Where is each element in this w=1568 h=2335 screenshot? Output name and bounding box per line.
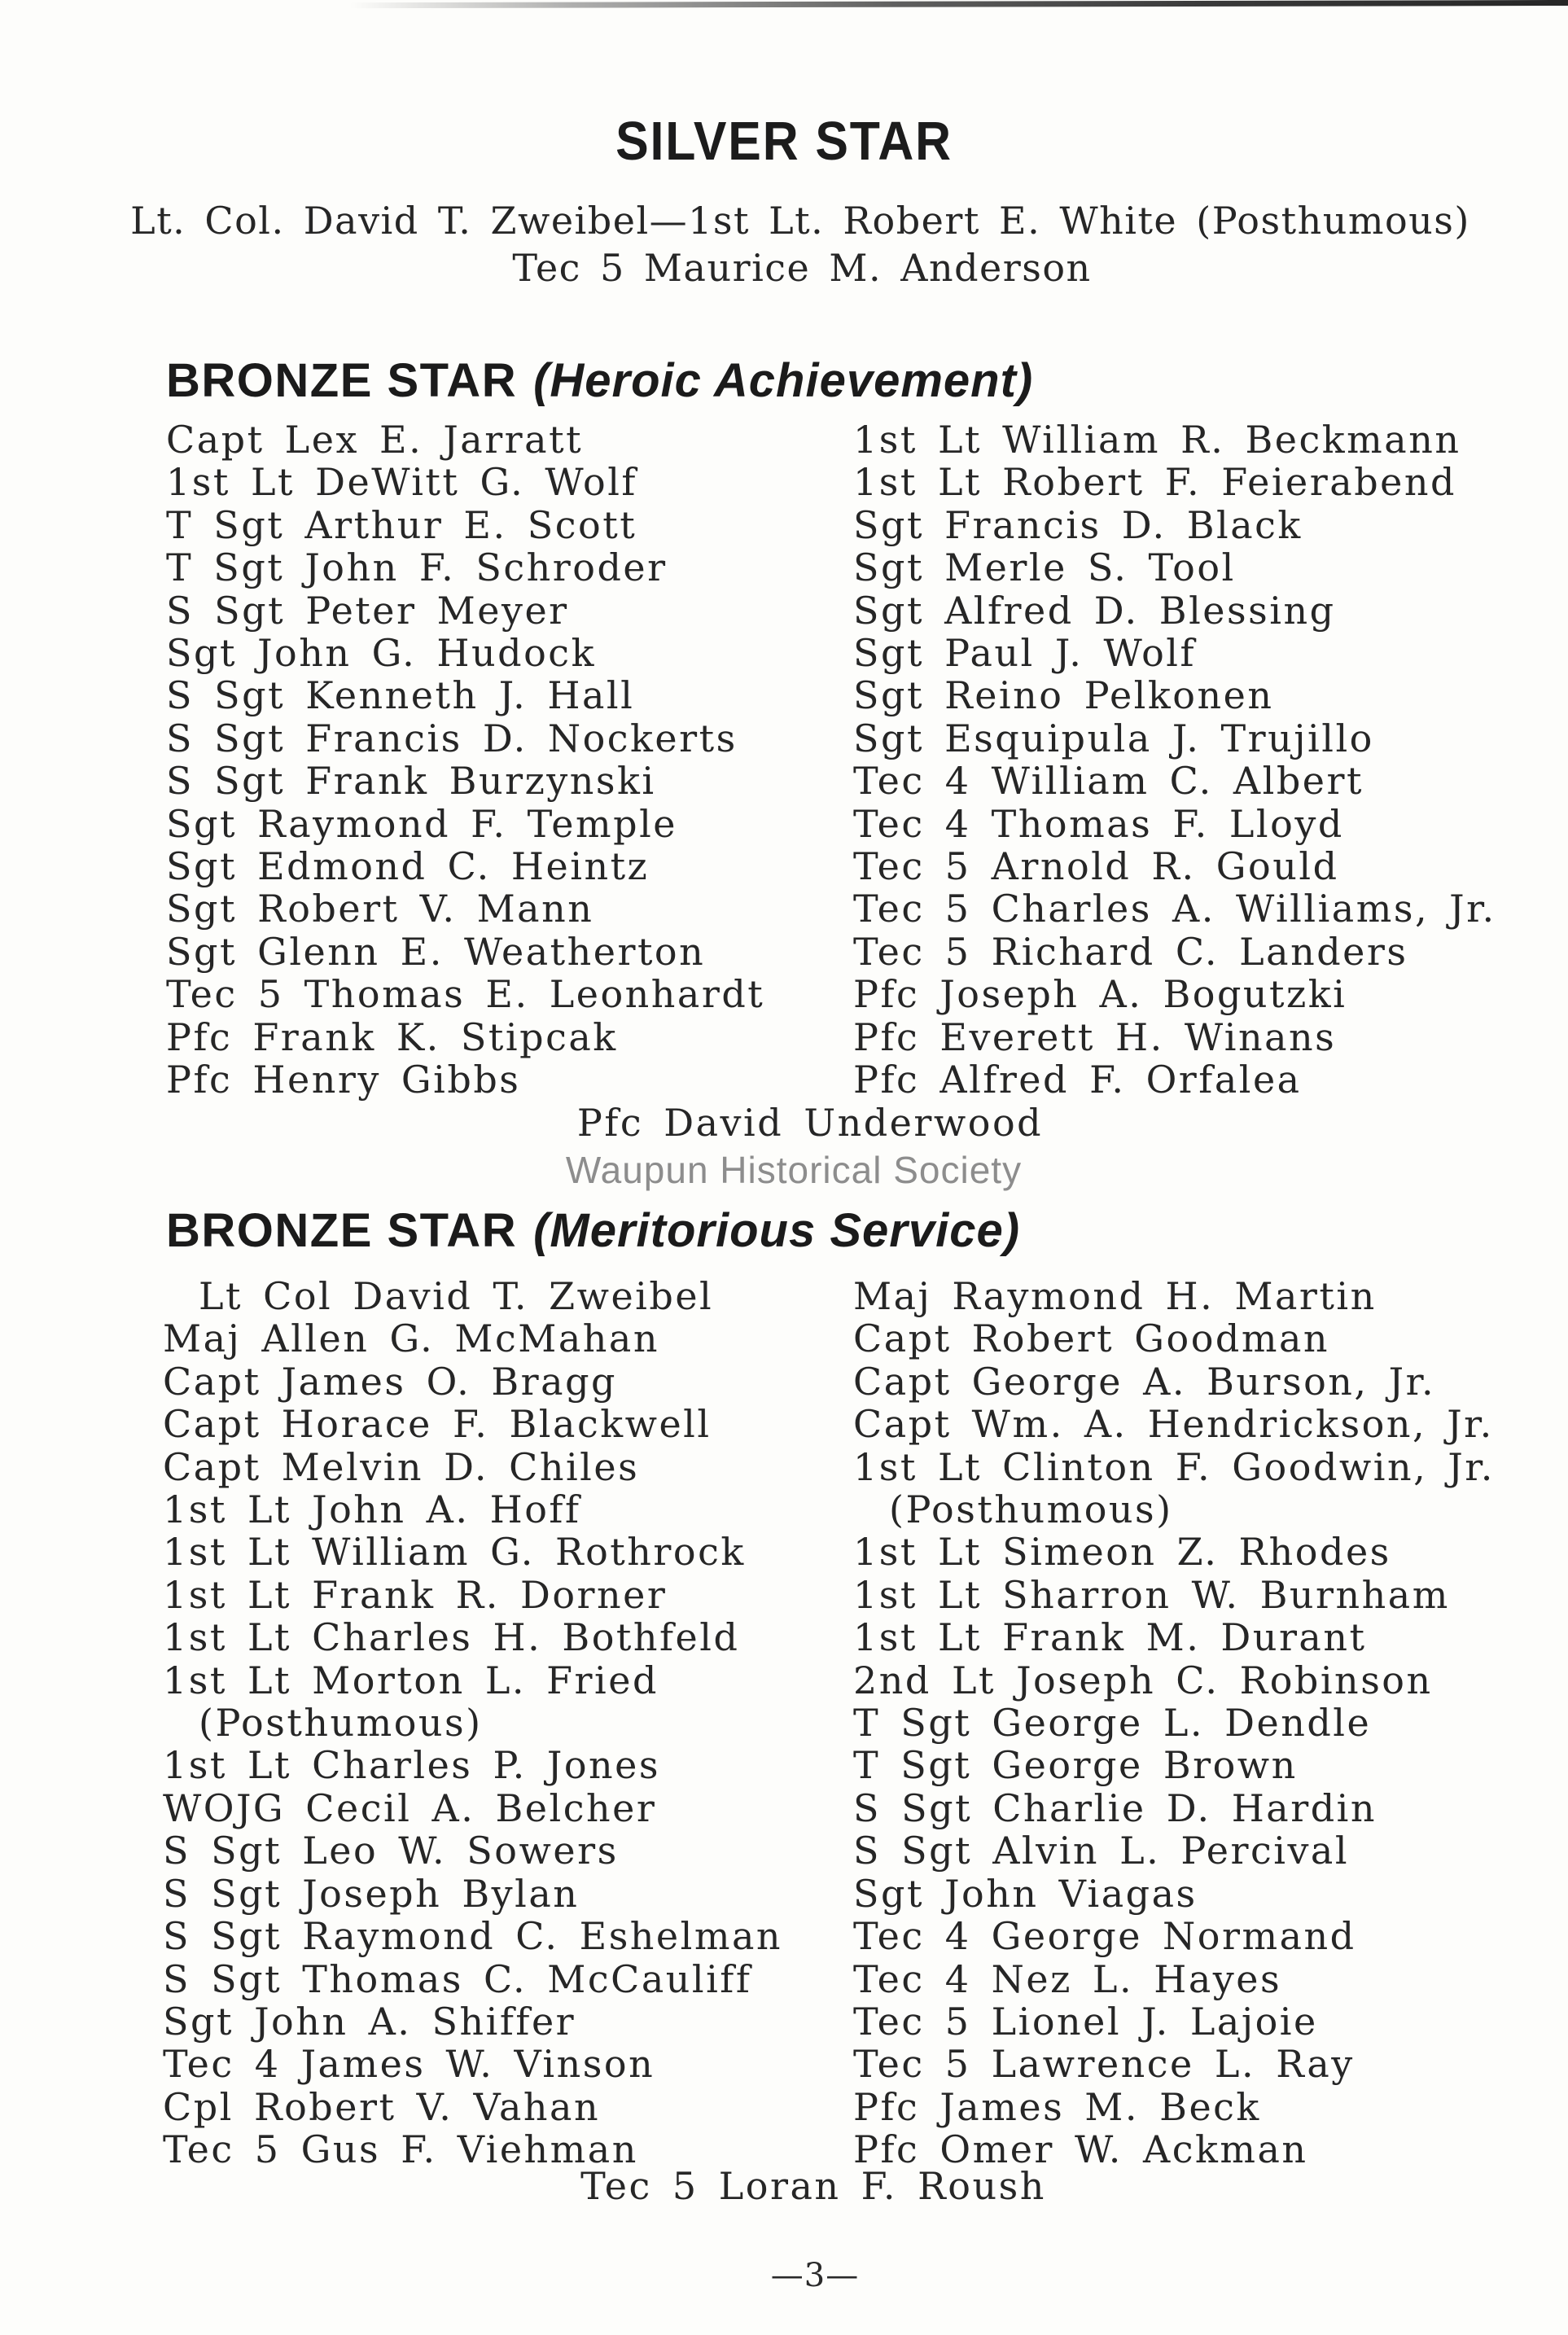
recipient-name: Cpl Robert V. Vahan bbox=[163, 2084, 601, 2129]
recipient-name: Tec 5 Arnold R. Gould bbox=[853, 844, 1339, 889]
bronze-star-heroic-subtitle: (Heroic Achievement) bbox=[533, 354, 1034, 407]
recipient-name: Capt Wm. A. Hendrickson, Jr. bbox=[853, 1402, 1494, 1447]
recipient-name: Sgt Edmond C. Heintz bbox=[166, 844, 650, 889]
recipient-name: 1st Lt Sharron W. Burnham bbox=[853, 1572, 1450, 1617]
recipient-name: Pfc Henry Gibbs bbox=[166, 1058, 521, 1102]
recipient-name: Pfc Joseph A. Bogutzki bbox=[853, 972, 1347, 1017]
recipient-name: Tec 4 William C. Albert bbox=[853, 759, 1364, 804]
recipient-name: Tec 4 Thomas F. Lloyd bbox=[853, 801, 1344, 846]
recipient-name: S Sgt Peter Meyer bbox=[166, 588, 569, 633]
bronze-star-heroic-title: BRONZE STAR bbox=[166, 354, 518, 407]
recipient-name: T Sgt George L. Dendle bbox=[853, 1701, 1372, 1746]
bronze-star-meritorious-heading bbox=[166, 1203, 1020, 1258]
recipient-name: 1st Lt Frank R. Dorner bbox=[163, 1572, 668, 1617]
recipient-name: Capt Lex E. Jarratt bbox=[166, 418, 584, 462]
recipient-name: Capt Melvin D. Chiles bbox=[163, 1444, 640, 1489]
recipient-name: 1st Lt William R. Beckmann bbox=[853, 418, 1461, 462]
recipient-name: 1st Lt Morton L. Fried bbox=[163, 1658, 659, 1702]
heroic-centered-name: Pfc David Underwood bbox=[576, 1101, 1044, 1145]
silver-star-heading: SILVER STAR bbox=[615, 110, 953, 172]
recipient-name: (Posthumous) bbox=[889, 1487, 1173, 1532]
recipient-name: S Sgt Alvin L. Percival bbox=[853, 1829, 1350, 1873]
recipient-name: 2nd Lt Joseph C. Robinson bbox=[853, 1658, 1433, 1702]
recipient-name: Pfc Everett H. Winans bbox=[853, 1014, 1337, 1059]
recipient-name: Sgt Raymond F. Temple bbox=[166, 801, 678, 846]
recipient-name: T Sgt George Brown bbox=[853, 1743, 1298, 1788]
recipient-name: Tec 5 Charles A. Williams, Jr. bbox=[853, 887, 1496, 931]
recipient-name: Sgt Esquipula J. Trujillo bbox=[853, 716, 1374, 760]
recipient-name: Pfc Frank K. Stipcak bbox=[166, 1014, 618, 1059]
recipient-name: Sgt Robert V. Mann bbox=[166, 887, 594, 931]
heroic-left-column bbox=[166, 418, 764, 1102]
bronze-star-heroic-heading bbox=[166, 353, 1033, 408]
recipient-name: S Sgt Charlie D. Hardin bbox=[853, 1785, 1377, 1830]
recipient-name: Tec 5 Richard C. Landers bbox=[853, 929, 1408, 974]
recipient-name: Maj Allen G. McMahan bbox=[163, 1316, 659, 1361]
recipient-name: Tec 4 George Normand bbox=[853, 1914, 1356, 1959]
recipient-name: Sgt John Viagas bbox=[853, 1871, 1198, 1916]
silver-star-recipients-line2: Tec 5 Maurice M. Anderson bbox=[512, 246, 1092, 290]
recipient-name: 1st Lt DeWitt G. Wolf bbox=[166, 460, 637, 505]
recipient-name: Lt Col David T. Zweibel bbox=[199, 1274, 714, 1318]
recipient-name: Sgt Francis D. Black bbox=[853, 502, 1303, 547]
watermark-text: Waupun Historical Society bbox=[565, 1149, 1023, 1191]
recipient-name: Pfc James M. Beck bbox=[853, 2084, 1261, 2129]
recipient-name: Capt George A. Burson, Jr. bbox=[853, 1359, 1436, 1404]
recipient-name: 1st Lt John A. Hoff bbox=[163, 1487, 581, 1532]
recipient-name: Pfc Alfred F. Orfalea bbox=[853, 1058, 1302, 1102]
bronze-star-meritorious-subtitle: (Meritorious Service) bbox=[533, 1204, 1021, 1257]
recipient-name: S Sgt Kenneth J. Hall bbox=[166, 673, 635, 718]
recipient-name: 1st Lt Robert F. Feierabend bbox=[853, 460, 1456, 505]
recipient-name: 1st Lt William G. Rothrock bbox=[163, 1530, 746, 1575]
recipient-name: 1st Lt Frank M. Durant bbox=[853, 1615, 1367, 1660]
recipient-name: Sgt John G. Hudock bbox=[166, 631, 596, 676]
recipient-name: T Sgt Arthur E. Scott bbox=[166, 502, 637, 547]
meritorious-centered-name: Tec 5 Loran F. Roush bbox=[580, 2164, 1046, 2208]
meritorious-right-column bbox=[853, 1275, 1495, 2171]
bronze-star-meritorious-title: BRONZE STAR bbox=[166, 1204, 518, 1257]
recipient-name: Tec 4 James W. Vinson bbox=[163, 2042, 655, 2087]
page-number: —3— bbox=[770, 2257, 860, 2294]
silver-star-recipients-line1: Lt. Col. David T. Zweibel—1st Lt. Robert E. White (Posthumous) bbox=[130, 199, 1470, 243]
recipient-name: Tec 5 Thomas E. Leonhardt bbox=[166, 972, 765, 1017]
recipient-name: S Sgt Raymond C. Eshelman bbox=[163, 1914, 783, 1959]
recipient-name: 1st Lt Charles H. Bothfeld bbox=[163, 1615, 740, 1660]
recipient-name: 1st Lt Simeon Z. Rhodes bbox=[853, 1530, 1391, 1575]
recipient-name: (Posthumous) bbox=[199, 1701, 483, 1746]
recipient-name: 1st Lt Charles P. Jones bbox=[163, 1743, 660, 1788]
recipient-name: Sgt Alfred D. Blessing bbox=[853, 588, 1336, 633]
recipient-name: Capt Robert Goodman bbox=[853, 1316, 1330, 1361]
recipient-name: Tec 5 Lawrence L. Ray bbox=[853, 2042, 1355, 2087]
recipient-name: Sgt Reino Pelkonen bbox=[853, 673, 1274, 718]
recipient-name: Sgt Merle S. Tool bbox=[853, 545, 1236, 590]
recipient-name: Tec 5 Lionel J. Lajoie bbox=[853, 1999, 1318, 2044]
recipient-name: S Sgt Leo W. Sowers bbox=[163, 1829, 619, 1873]
recipient-name: Capt Horace F. Blackwell bbox=[163, 1402, 712, 1447]
recipient-name: 1st Lt Clinton F. Goodwin, Jr. bbox=[853, 1444, 1495, 1489]
recipient-name: WOJG Cecil A. Belcher bbox=[163, 1785, 657, 1830]
recipient-name: Maj Raymond H. Martin bbox=[853, 1274, 1377, 1318]
recipient-name: S Sgt Joseph Bylan bbox=[163, 1871, 580, 1916]
heroic-right-column bbox=[853, 418, 1496, 1102]
recipient-name: S Sgt Frank Burzynski bbox=[166, 759, 656, 804]
recipient-name: Sgt Glenn E. Weatherton bbox=[166, 929, 706, 974]
recipient-name: Tec 4 Nez L. Hayes bbox=[853, 1956, 1282, 2001]
recipient-name: Capt James O. Bragg bbox=[163, 1359, 617, 1404]
recipient-name: Sgt John A. Shiffer bbox=[163, 1999, 576, 2044]
recipient-name: T Sgt John F. Schroder bbox=[166, 545, 668, 590]
scan-edge-artifact bbox=[350, 0, 1568, 8]
recipient-name: Sgt Paul J. Wolf bbox=[853, 631, 1197, 676]
recipient-name: S Sgt Thomas C. McCauliff bbox=[163, 1956, 752, 2001]
recipient-name: Tec 5 Gus F. Viehman bbox=[163, 2127, 638, 2172]
meritorious-left-column bbox=[163, 1275, 782, 2171]
recipient-name: Pfc Omer W. Ackman bbox=[853, 2127, 1308, 2172]
recipient-name: S Sgt Francis D. Nockerts bbox=[166, 716, 738, 760]
